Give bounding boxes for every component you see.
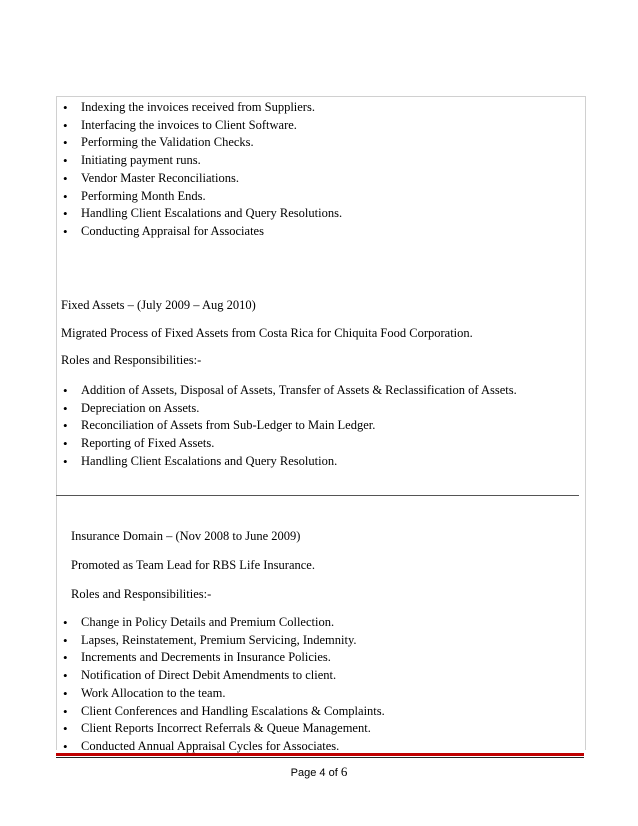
list-item: • Increments and Decrements in Insurance Policies. (50, 649, 385, 667)
list-item: • Handling Client Escalations and Query Resolutions. (50, 205, 342, 223)
fixed-assets-roles-label: Roles and Responsibilities:- (61, 353, 202, 367)
insurance-heading: Insurance Domain – (Nov 2008 to June 2009) (71, 529, 301, 543)
fixed-assets-duties-list (50, 382, 517, 471)
list-item: • Indexing the invoices received from Suppliers. (50, 99, 342, 117)
list-item: • Depreciation on Assets. (50, 400, 517, 418)
insurance-description: Promoted as Team Lead for RBS Life Insurance. (71, 558, 315, 572)
list-item: • Notification of Direct Debit Amendments to client. (50, 667, 385, 685)
list-item: • Performing the Validation Checks. (50, 134, 342, 152)
page-number-total: 6 (340, 764, 348, 779)
list-item: • Reporting of Fixed Assets. (50, 435, 517, 453)
fixed-assets-heading: Fixed Assets – (July 2009 – Aug 2010) (61, 298, 256, 312)
invoice-duties-list (50, 99, 342, 241)
list-item: • Conducted Annual Appraisal Cycles for Associates. (50, 738, 385, 756)
list-item: • Vendor Master Reconciliations. (50, 170, 342, 188)
page-number-label: Page 4 of (290, 767, 341, 779)
section-divider (56, 495, 579, 496)
footer-rule (56, 753, 584, 758)
list-item: • Addition of Assets, Disposal of Assets, Transfer of Assets & Reclassification of Assets. (50, 382, 517, 400)
list-item: • Interfacing the invoices to Client Software. (50, 117, 342, 135)
list-item: • Lapses, Reinstatement, Premium Servicing, Indemnity. (50, 632, 385, 650)
list-item: • Handling Client Escalations and Query Resolution. (50, 453, 517, 471)
list-item: • Client Reports Incorrect Referrals & Queue Management. (50, 720, 385, 738)
list-item: • Initiating payment runs. (50, 152, 342, 170)
footer-rule-thin (56, 757, 584, 758)
page-number (0, 764, 638, 780)
insurance-duties-list (50, 614, 385, 756)
list-item: • Client Conferences and Handling Escalations & Complaints. (50, 703, 385, 721)
insurance-roles-label: Roles and Responsibilities:- (71, 587, 212, 601)
list-item: • Performing Month Ends. (50, 188, 342, 206)
list-item: • Reconciliation of Assets from Sub-Ledger to Main Ledger. (50, 417, 517, 435)
list-item: • Change in Policy Details and Premium Collection. (50, 614, 385, 632)
fixed-assets-description: Migrated Process of Fixed Assets from Costa Rica for Chiquita Food Corporation. (61, 326, 473, 340)
list-item: • Work Allocation to the team. (50, 685, 385, 703)
list-item: • Conducting Appraisal for Associates (50, 223, 342, 241)
